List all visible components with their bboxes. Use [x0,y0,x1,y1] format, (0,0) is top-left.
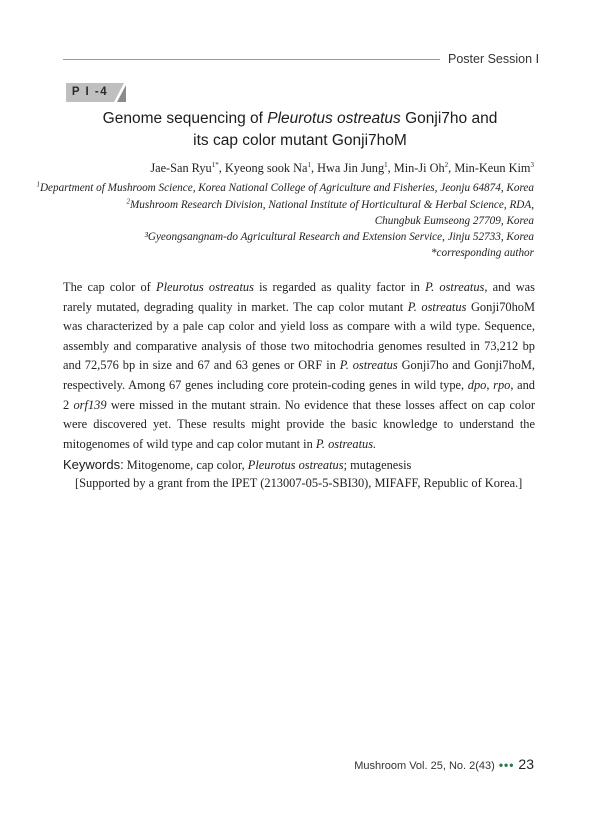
abstract-text: is regarded as quality factor in [253,280,426,294]
affiliation-text: Department of Mushroom Science, Korea National College of Agriculture and Fisheries, Jeonju 64874, Korea [39,182,534,194]
abstract-text: Gonji7ho and Gonji7hoM, respectively. Among 67 genes including core protein-coding genes in wild type, [63,358,535,392]
author-name: Jae-San Ryu [150,161,212,175]
abstract-italic-term: orf139 [73,397,107,412]
author-sup: 3 [530,160,534,169]
footer-dots: ••• [498,758,515,772]
badge-label: P I -4 [71,86,109,98]
affiliation-3: ³Gyeongsangnam-do Agricultural Research and Extension Service, Jinju 52733, Korea [144,231,534,243]
abstract-italic-term: P. ostreatus [339,358,398,373]
keywords-after: ; mutagenesis [343,458,412,472]
abstract-italic-term: P. ostreatus [407,299,467,314]
abstract-italic-term: Pleurotus ostreatus [156,280,254,294]
abstract-text: Gonji70hoM was characterized by a pale cap color and yield loss as compare with a wild type. Sequence, assembly and comparative analysis of those two mitochodria genomes resulted in 73,212 bp and 72,576 bp in size and 67 and 63 genes or ORF in [63,299,535,373]
keywords-line [63,457,411,473]
author-sep: , [311,161,318,175]
title-line2: its cap color mutant Gonji7hoM [193,132,407,149]
paper-title [60,108,540,152]
abstract-paragraph [63,278,535,454]
title-part2: Gonji7ho and [400,110,498,127]
author-sep: , [387,161,394,175]
author-sup: 1 [307,160,311,169]
poster-id-badge [66,83,126,102]
page-number: 23 [518,756,534,772]
abstract-text: were missed in the mutant strain. No evidence that these losses affect on cap color were discovered yet. These results might provide the basic knowledge to understand the mitogenomes of wild type and cap color mutant in [63,397,535,451]
affiliation-2 [126,198,534,213]
affiliation-text: Mushroom Research Division, National Institute of Horticultural & Herbal Science, RDA, [129,199,534,211]
title-species: Pleurotus ostreatus [267,110,401,127]
abstract-italic-term: P. ostreatus. [315,436,377,451]
author-sup: 1* [211,160,219,169]
author-name: Kyeong sook Na [224,161,308,175]
title-part1: Genome sequencing of [102,110,268,127]
abstract-text: , and was rarely mutated, degrading quality in market. The cap color mutant [63,280,535,314]
abstract-text: , [486,377,494,392]
abstract-italic-term: rpo [493,377,511,392]
abstract-text: , and 2 [63,377,535,412]
author-name: Min-Keun Kim [454,161,531,175]
affiliation-1 [36,181,534,196]
author-sup: 2 [444,160,449,169]
funding-note: [Supported by a grant from the IPET (213007-05-5-SBI30), MIFAFF, Republic of Korea.] [75,476,523,490]
author-name: Hwa Jin Jung [317,161,385,175]
author-sup: 1 [384,160,388,169]
abstract-italic-term: dpo [467,377,487,392]
author-list [150,161,534,176]
keywords-species: Pleurotus ostreatus [247,458,344,472]
author-sep: , [448,161,455,175]
corresponding-note: *corresponding author [430,247,534,259]
keywords-before: Mitogenome, cap color, [123,458,248,472]
page-footer [354,756,534,772]
abstract-text: The cap color of [63,280,157,294]
affiliation-sup: 1 [36,180,40,189]
keywords-label: Keywords: [63,457,124,472]
affiliation-2-line2: Chungbuk Eumseong 27709, Korea [374,215,534,227]
author-sep: , [218,161,225,175]
abstract-italic-term: P. ostreatus [425,280,485,294]
header-rule [63,59,440,60]
author-name: Min-Ji Oh [393,161,445,175]
journal-citation: Mushroom Vol. 25, No. 2(43) [354,760,495,772]
affiliation-sup: 2 [126,197,130,206]
session-label: Poster Session Ⅰ [448,52,540,66]
